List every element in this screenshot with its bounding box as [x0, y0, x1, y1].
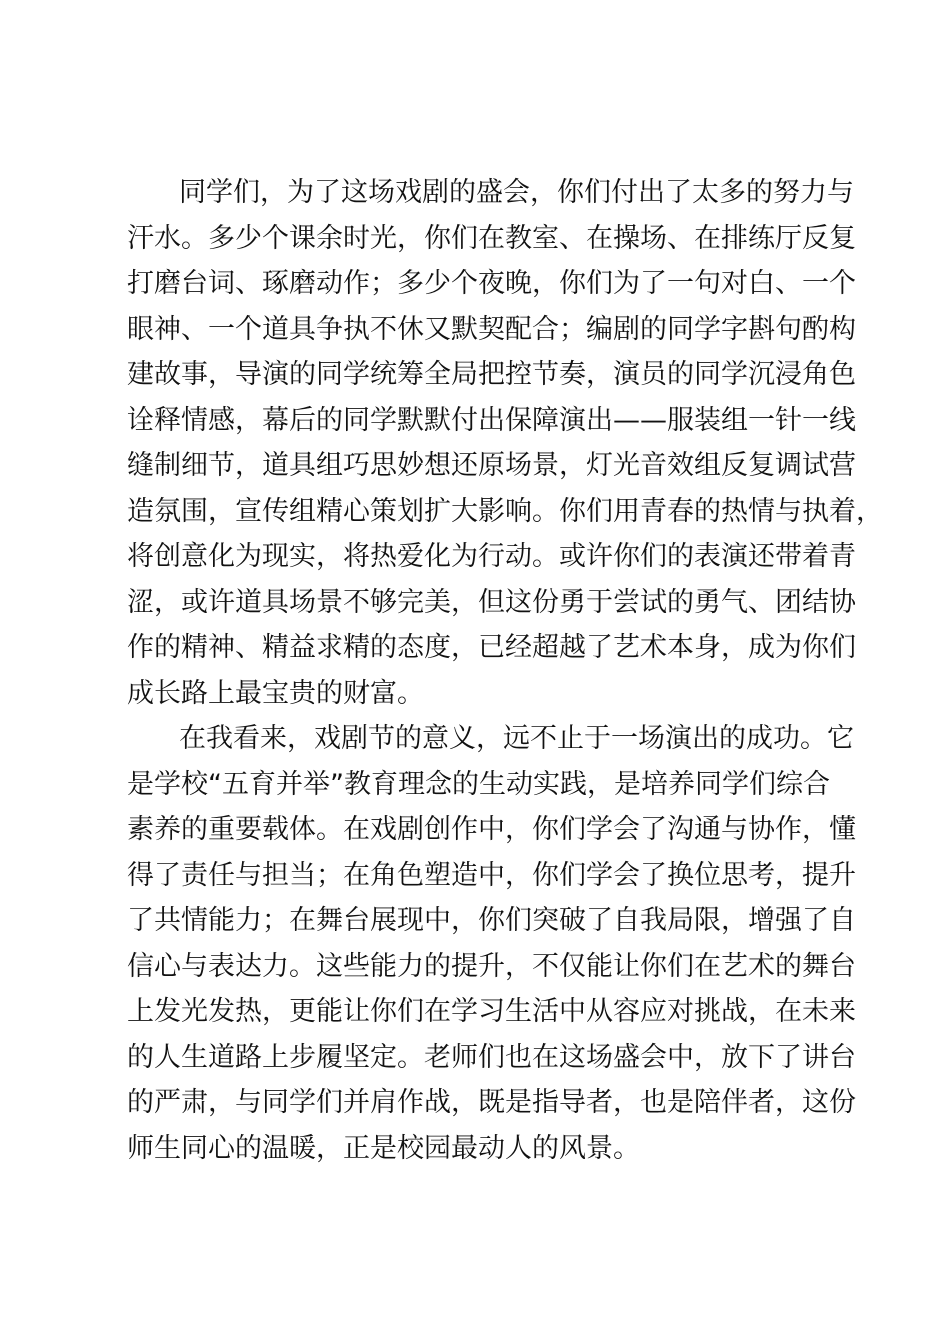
paragraph-1-line-5: 建故事，导演的同学统筹全局把控节奏，演员的同学沉浸角色	[127, 359, 856, 390]
paragraph-1	[127, 170, 883, 716]
paragraph-2-line-7: 上发光发热，更能让你们在学习生活中从容应对挑战，在未来	[127, 996, 856, 1027]
paragraph-1-line-12: 成长路上最宝贵的财富。	[127, 677, 424, 709]
paragraph-1-line-7: 缝制细节，道具组巧思妙想还原场景，灯光音效组反复调试营	[127, 450, 856, 481]
paragraph-2-line-5: 了共情能力；在舞台展现中，你们突破了自我局限，增强了自	[127, 905, 856, 936]
document-body	[127, 170, 883, 1171]
paragraph-2-line-4: 得了责任与担当；在角色塑造中，你们学会了换位思考，提升	[127, 859, 856, 891]
paragraph-1-line-2: 汗水。多少个课余时光，你们在教室、在操场、在排练厅反复	[127, 222, 856, 254]
paragraph-1-line-4: 眼神、一个道具争执不休又默契配合；编剧的同学字斟句酌构	[127, 313, 856, 345]
paragraph-1-line-1: 同学们，为了这场戏剧的盛会，你们付出了太多的努力与	[179, 177, 854, 208]
paragraph-2	[127, 716, 856, 1171]
paragraph-1-line-11: 作的精神、精益求精的态度，已经超越了艺术本身，成为你们	[127, 632, 856, 663]
paragraph-2-line-8: 的人生道路上步履坚定。老师们也在这场盛会中，放下了讲台	[127, 1041, 856, 1073]
paragraph-2-line-1: 在我看来，戏剧节的意义，远不止于一场演出的成功。它	[179, 723, 854, 754]
paragraph-1-line-9: 将创意化为现实，将热爱化为行动。或许你们的表演还带着青	[127, 541, 856, 572]
paragraph-2-line-9: 的严肃，与同学们并肩作战，既是指导者，也是陪伴者，这份	[127, 1087, 856, 1118]
paragraph-1-line-8: 造氛围，宣传组精心策划扩大影响。你们用青春的热情与执着，	[127, 495, 883, 527]
paragraph-2-line-3: 素养的重要载体。在戏剧创作中，你们学会了沟通与协作，懂	[127, 814, 856, 845]
paragraph-2-line-2: 是学校“五育并举”教育理念的生动实践，是培养同学们综合	[127, 768, 830, 800]
paragraph-1-line-6: 诠释情感，幕后的同学默默付出保障演出——服装组一针一线	[127, 404, 856, 436]
paragraph-1-line-3: 打磨台词、琢磨动作；多少个夜晚，你们为了一句对白、一个	[127, 268, 856, 299]
paragraph-2-line-10: 师生同心的温暖，正是校园最动人的风景。	[127, 1132, 640, 1164]
paragraph-1-line-10: 涩，或许道具场景不够完美，但这份勇于尝试的勇气、团结协	[127, 586, 856, 618]
paragraph-2-line-6: 信心与表达力。这些能力的提升，不仅能让你们在艺术的舞台	[127, 950, 856, 982]
